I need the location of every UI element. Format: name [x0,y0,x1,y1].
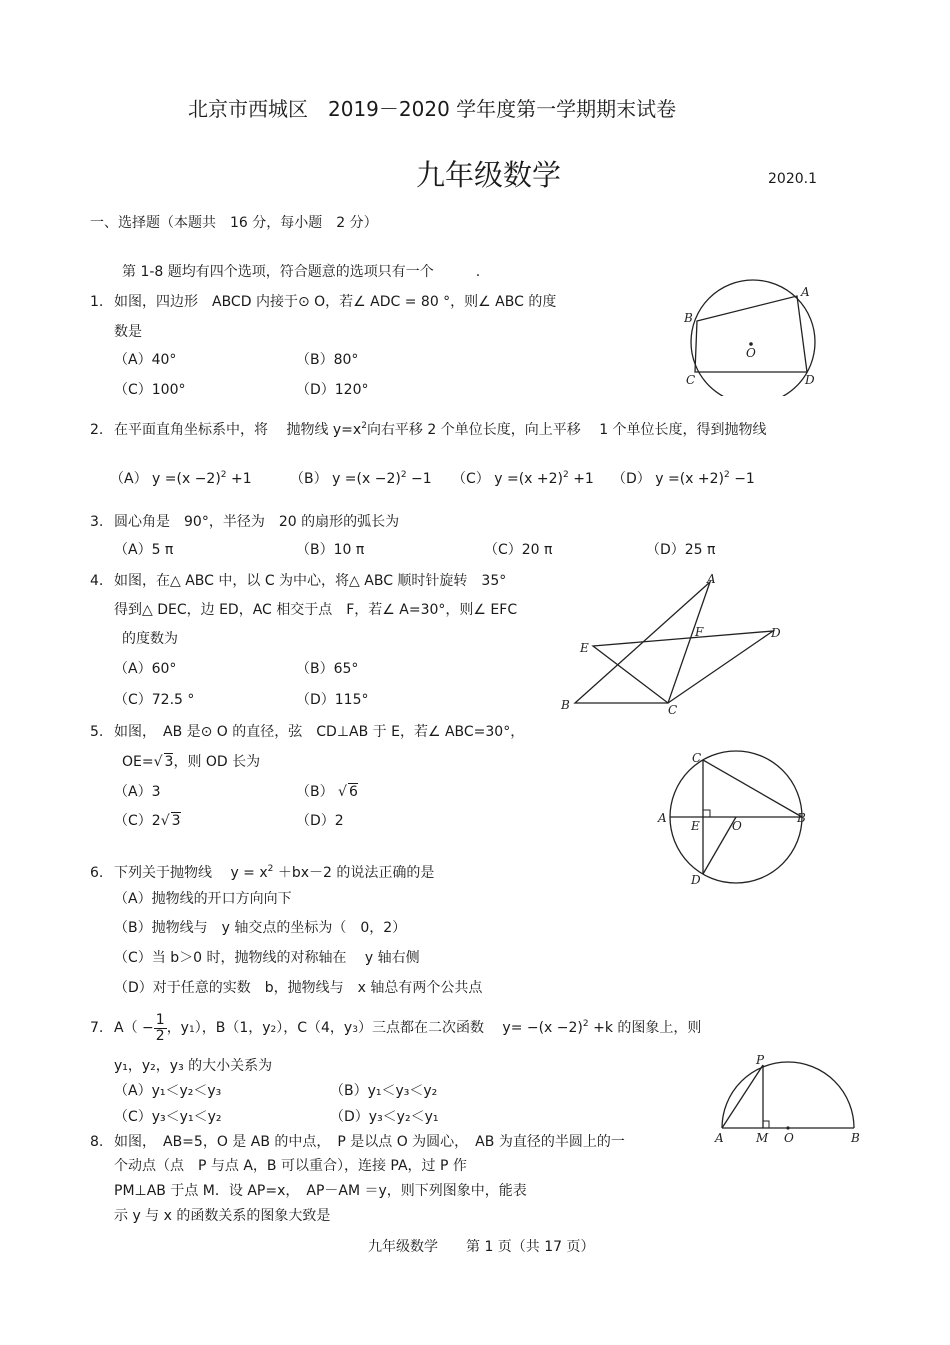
q2-option-c-label: （C） [452,471,490,487]
q5-label-a: A [658,811,667,825]
exam-title: 北京市西城区 2019－2020 学年度第一学期期末试卷 [188,97,677,121]
page-footer: 九年级数学 第 1 页（共 17 页） [368,1239,595,1255]
q3-option-b: （B）10 π [296,542,365,558]
q5-label-o: O [732,819,742,833]
q4-label-d: D [771,626,781,640]
q3-number: 3. [90,514,104,530]
q6-stem-b: ＋bx－2 的说法正确的是 [273,865,435,881]
q2-option-b-label: （B） [290,471,328,487]
q2-option-a-expr: y =(x −2) [152,471,221,487]
q5-option-b-label: （B） [296,784,334,800]
q5-number: 5. [90,724,104,740]
q4-label-b: B [561,698,570,712]
q4-option-a: （A）60° [114,661,177,677]
q5-right-angle-mark [703,810,710,817]
q7-mid2: ），C（4，y [276,1020,353,1036]
q7-fraction [154,1013,167,1044]
q5-option-b: （B） √ 6 [296,784,358,800]
q5-option-c-label: （C）2 [114,813,161,829]
q8-semicircle [722,1062,854,1128]
q7-sup: 2 [582,1019,589,1029]
q1-number: 1. [90,294,104,310]
q8-figure [712,1050,867,1148]
q1-option-c: （C）100° [114,382,186,398]
q2-option-a-tail: +1 [230,471,252,487]
q5-option-a: （A）3 [114,784,161,800]
q2-number: 2. [90,422,104,438]
q7-tail: +k 的图象上，则 [588,1020,702,1036]
q2-option-a [110,470,252,488]
q6-option-d: （D）对于任意的实数 b，抛物线与 x 轴总有两个公共点 [114,980,483,996]
q2-option-c-tail: +1 [573,471,594,487]
q4-stem-line1: 如图，在△ ABC 中，以 C 为中心，将△ ABC 顺时针旋转 35° [114,573,507,589]
q1-stem-line1: 如图，四边形 ABCD 内接于⊙ O，若∠ ADC = 80 °，则∠ ABC 的度 [114,294,557,310]
q7-sub2: 2 [270,1025,277,1035]
q7-option-b: （B）y₁＜y₃＜y₂ [330,1083,438,1099]
exam-date: 2020.1 [768,171,817,187]
q3-stem: 圆心角是 90°，半径为 20 的扇形的弧长为 [114,514,400,530]
q2-option-a-sup: 2 [220,470,227,480]
q2-option-b-tail: −1 [411,471,432,487]
q8-label-b: B [851,1131,860,1145]
q2-stem [114,421,767,439]
q7-sub3: 3 [352,1025,358,1035]
q8-stem-line2: 个动点（点 P 与点 A，B 可以重合），连接 PA，过 P 作 [114,1158,467,1174]
q3-option-a: （A）5 π [114,542,174,558]
q8-label-p: P [756,1053,765,1067]
q1-circle [691,280,815,396]
q5-option-c: （C）2√ 3 [114,813,181,829]
q1-option-b: （B）80° [296,352,359,368]
q1-label-d: D [805,373,815,387]
q2-option-d-label: （D） [612,471,651,487]
q7-mid3: ）三点都在二次函数 y= −(x −2) [357,1020,583,1036]
section-instruction: 第 1-8 题均有四个选项，符合题意的选项只有一个 . [122,264,481,280]
q8-label-a: A [715,1131,724,1145]
q7-frac-den: 2 [155,1027,165,1044]
q3-option-d: （D）25 π [646,542,716,558]
q1-option-a: （A）40° [114,352,177,368]
q7-a-post: ，y [166,1020,189,1036]
q8-center-dot [786,1126,789,1129]
q7-number: 7. [90,1020,104,1036]
q6-number: 6. [90,865,104,881]
q5-option-b-root: 6 [348,784,358,800]
q1-stem-line2: 数是 [114,324,142,340]
q8-label-m: M [756,1131,769,1145]
q1-figure [675,276,825,396]
q4-stem-line2: 得到△ DEC，边 ED，AC 相交于点 F，若∠ A=30°，则∠ EFC [114,602,518,618]
q6-option-b: （B）抛物线与 y 轴交点的坐标为（ 0，2） [114,920,407,936]
q8-right-angle-mark [763,1121,769,1128]
q5-segment-cb [703,760,802,817]
q4-label-f: F [695,625,704,639]
section-title: 一、选择题（本题共 16 分，每小题 2 分） [90,215,378,231]
q7-stem [114,1012,701,1044]
q1-label-o: O [746,346,756,360]
q2-option-d-expr: y =(x +2) [655,471,724,487]
q5-stem-line1: 如图， AB 是⊙ O 的直径，弦 CD⊥AB 于 E，若∠ ABC=30°， [114,724,525,740]
q4-number: 4. [90,573,104,589]
q5-option-d: （D）2 [296,813,344,829]
q2-option-d-tail: −1 [734,471,755,487]
q5-oe-prefix: OE= [122,754,154,770]
q5-option-c-root: 3 [171,813,181,829]
q5-oe-suffix: ，则 OD 长为 [173,754,261,770]
q2-stem-a: 在平面直角坐标系中，将 抛物线 y=x [114,422,362,438]
q1-label-c: C [686,373,696,387]
q2-option-d-sup: 2 [724,470,730,480]
q2-option-d [612,470,755,488]
q7-option-a: （A）y₁＜y₂＜y₃ [114,1083,222,1099]
q4-triangle-dec [593,631,773,703]
q8-stem-line4: 示 y 与 x 的函数关系的图象大致是 [114,1208,331,1224]
q2-option-b-expr: y =(x −2) [332,471,401,487]
q8-label-o: O [784,1131,794,1145]
q4-label-e: E [580,641,589,655]
q1-label-b: B [684,311,693,325]
q1-option-d: （D）120° [296,382,369,398]
q2-option-c-expr: y =(x +2) [494,471,563,487]
q8-segment-pa [722,1065,763,1128]
q5-oe-root: 3 [164,754,174,770]
q4-option-d: （D）115° [296,692,369,708]
q2-stem-b: 向右平移 2 个单位长度，向上平移 1 个单位长度，得到抛物线 [366,422,767,438]
q4-label-c: C [668,703,678,717]
q7-a-pre: A（ − [114,1020,154,1036]
q4-option-b: （B）65° [296,661,359,677]
q1-label-a: A [801,285,810,299]
q5-label-c: C [692,751,702,765]
q4-label-a: A [707,572,716,586]
q5-stem-line2: OE=√ 3，则 OD 长为 [122,754,261,770]
q2-option-c [452,470,594,488]
q8-stem-line3: PM⊥AB 于点 M．设 AP=x， AP－AM ＝y，则下列图象中，能表 [114,1183,527,1199]
q7-stem-line2: y₁，y₂，y₃ 的大小关系为 [114,1058,273,1074]
q6-stem-sup: 2 [267,864,274,874]
q7-frac-num: 1 [155,1011,165,1028]
q2-option-c-sup: 2 [563,470,569,480]
q7-mid1: ），B（1，y [194,1020,271,1036]
q1-quadrilateral [695,296,807,372]
q6-stem-a: 下列关于抛物线 y = x [114,865,268,881]
q7-sub1: 1 [188,1025,195,1035]
q5-label-e: E [691,819,700,833]
q2-option-a-label: （A） [110,471,148,487]
q2-option-b-sup: 2 [400,470,407,480]
q4-stem-line3: 的度数为 [122,631,178,647]
subject-title: 九年级数学 [416,158,562,192]
q2-option-b [290,470,432,488]
q4-option-c: （C）72.5 ° [114,692,195,708]
q4-figure [555,568,790,720]
q5-label-d: D [691,873,701,887]
q5-label-b: B [797,811,806,825]
q8-number: 8. [90,1134,104,1150]
q5-figure [655,748,815,890]
q8-stem-line1: 如图， AB=5，O 是 AB 的中点， P 是以点 O 为圆心， AB 为直径的半圆上的一 [114,1134,625,1150]
q3-option-c: （C）20 π [484,542,553,558]
q2-stem-sup: 2 [361,421,367,431]
q7-option-d: （D）y₃＜y₂＜y₁ [330,1109,439,1125]
q6-option-c: （C）当 b＞0 时，抛物线的对称轴在 y 轴右侧 [114,950,420,966]
q6-option-a: （A）抛物线的开口方向向下 [114,891,292,907]
q7-option-c: （C）y₃＜y₁＜y₂ [114,1109,222,1125]
q6-stem [114,864,434,882]
